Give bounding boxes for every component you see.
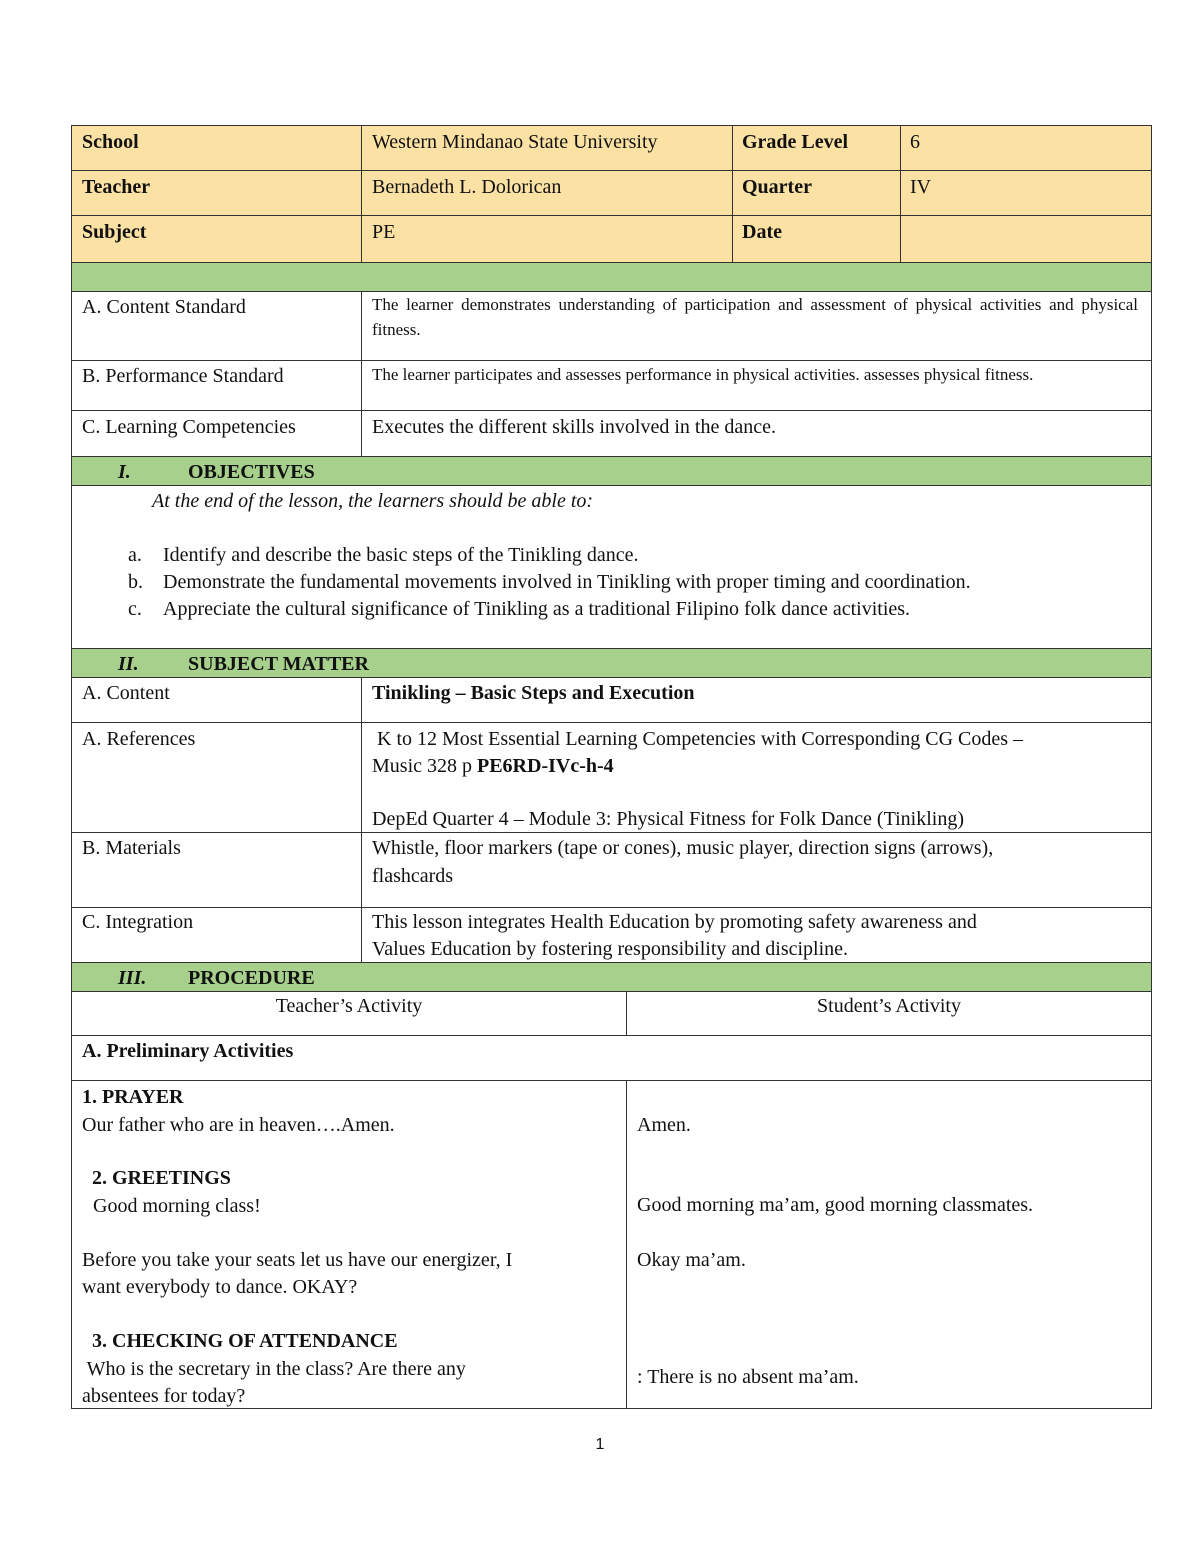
objectives-intro: At the end of the lesson, the learners should be able to: [152, 490, 594, 512]
performance-standard-value: The learner participates and assesses performance in physical activities. assesses physical fitness. [372, 365, 1034, 384]
materials-line-2: flashcards [372, 865, 454, 887]
references-text: Music 328 p [372, 755, 477, 777]
content-standard-label: A. Content Standard [82, 296, 246, 318]
content-standard-value: The learner demonstrates understanding of participation and assessment of physical activities and physical fitness. [372, 295, 1138, 339]
learning-competencies-value: Executes the different skills involved in the dance. [372, 416, 776, 438]
teacher-activity-header: Teacher’s Activity [275, 995, 423, 1017]
preliminary-activities-heading: A. Preliminary Activities [82, 1040, 294, 1062]
learning-competencies-label: C. Learning Competencies [82, 416, 296, 438]
references-line-3: DepEd Quarter 4 – Module 3: Physical Fitness for Folk Dance (Tinikling) [372, 808, 964, 830]
attendance-title: 3. CHECKING OF ATTENDANCE [92, 1330, 398, 1352]
integration-line-2: Values Education by fostering responsibility and discipline. [372, 938, 849, 960]
objective-marker-c: c. [128, 598, 142, 620]
objective-item-b: Demonstrate the fundamental movements involved in Tinikling with proper timing and coordination. [163, 571, 971, 593]
prayer-student-text: Amen. [637, 1114, 691, 1136]
subject-matter-heading: SUBJECT MATTER [188, 653, 369, 675]
school-value: Western Mindanao State University [372, 131, 658, 153]
page-number: 1 [595, 1436, 605, 1453]
integration-label: C. Integration [82, 911, 194, 933]
materials-label: B. Materials [82, 837, 181, 859]
objective-item-c: Appreciate the cultural significance of Tinikling as a traditional Filipino folk dance activities. [163, 598, 911, 620]
energizer-student-text: Okay ma’am. [637, 1249, 746, 1271]
prayer-title: 1. PRAYER [82, 1086, 184, 1108]
references-line-2 [372, 754, 614, 778]
subject-value: PE [372, 221, 396, 243]
student-activity-body-cell [626, 1080, 1152, 1409]
prayer-teacher-text: Our father who are in heaven….Amen. [82, 1114, 395, 1136]
attendance-line-2: absentees for today? [82, 1385, 246, 1407]
subject-label: Subject [82, 221, 147, 243]
objective-marker-a: a. [128, 544, 142, 566]
greetings-teacher-text: Good morning class! [88, 1195, 261, 1217]
objectives-numeral: I. [118, 461, 131, 483]
attendance-line-1: Who is the secretary in the class? Are there any [82, 1358, 466, 1380]
references-code: PE6RD-IVc-h-4 [477, 755, 614, 777]
content-label: A. Content [82, 682, 170, 704]
teacher-label: Teacher [82, 176, 151, 198]
procedure-heading: PROCEDURE [188, 967, 315, 989]
header-date-value-cell [900, 215, 1152, 263]
references-line-1: K to 12 Most Essential Learning Competencies with Corresponding CG Codes – [372, 728, 1024, 750]
student-activity-header: Student’s Activity [817, 995, 961, 1017]
objectives-heading: OBJECTIVES [188, 461, 315, 483]
procedure-numeral: III. [118, 967, 147, 989]
header-quarter-value-cell [900, 170, 1152, 216]
subject-matter-numeral: II. [118, 653, 139, 675]
greetings-title: 2. GREETINGS [92, 1167, 231, 1189]
objective-item-a: Identify and describe the basic steps of the Tinikling dance. [163, 544, 639, 566]
attendance-student-text: : There is no absent ma’am. [637, 1366, 859, 1388]
energizer-line-2: want everybody to dance. OKAY? [82, 1276, 358, 1298]
teacher-value: Bernadeth L. Dolorican [372, 176, 562, 198]
materials-line-1: Whistle, floor markers (tape or cones), music player, direction signs (arrows), [372, 837, 994, 859]
performance-standard-label: B. Performance Standard [82, 365, 284, 387]
section-separator-bar [71, 262, 1152, 292]
integration-line-1: This lesson integrates Health Education by promoting safety awareness and [372, 911, 977, 933]
header-grade-value-cell [900, 125, 1152, 171]
school-label: School [82, 131, 139, 153]
greetings-student-text: Good morning ma’am, good morning classmates. [637, 1194, 1034, 1216]
header-subject-value-cell [361, 215, 733, 263]
objective-marker-b: b. [128, 571, 143, 593]
date-label: Date [742, 221, 782, 243]
grade-level-label: Grade Level [742, 131, 849, 153]
content-value: Tinikling – Basic Steps and Execution [372, 682, 695, 704]
energizer-line-1: Before you take your seats let us have our energizer, I [82, 1249, 513, 1271]
references-label: A. References [82, 728, 196, 750]
quarter-value: IV [910, 176, 932, 198]
grade-level-value: 6 [910, 131, 920, 153]
quarter-label: Quarter [742, 176, 812, 198]
